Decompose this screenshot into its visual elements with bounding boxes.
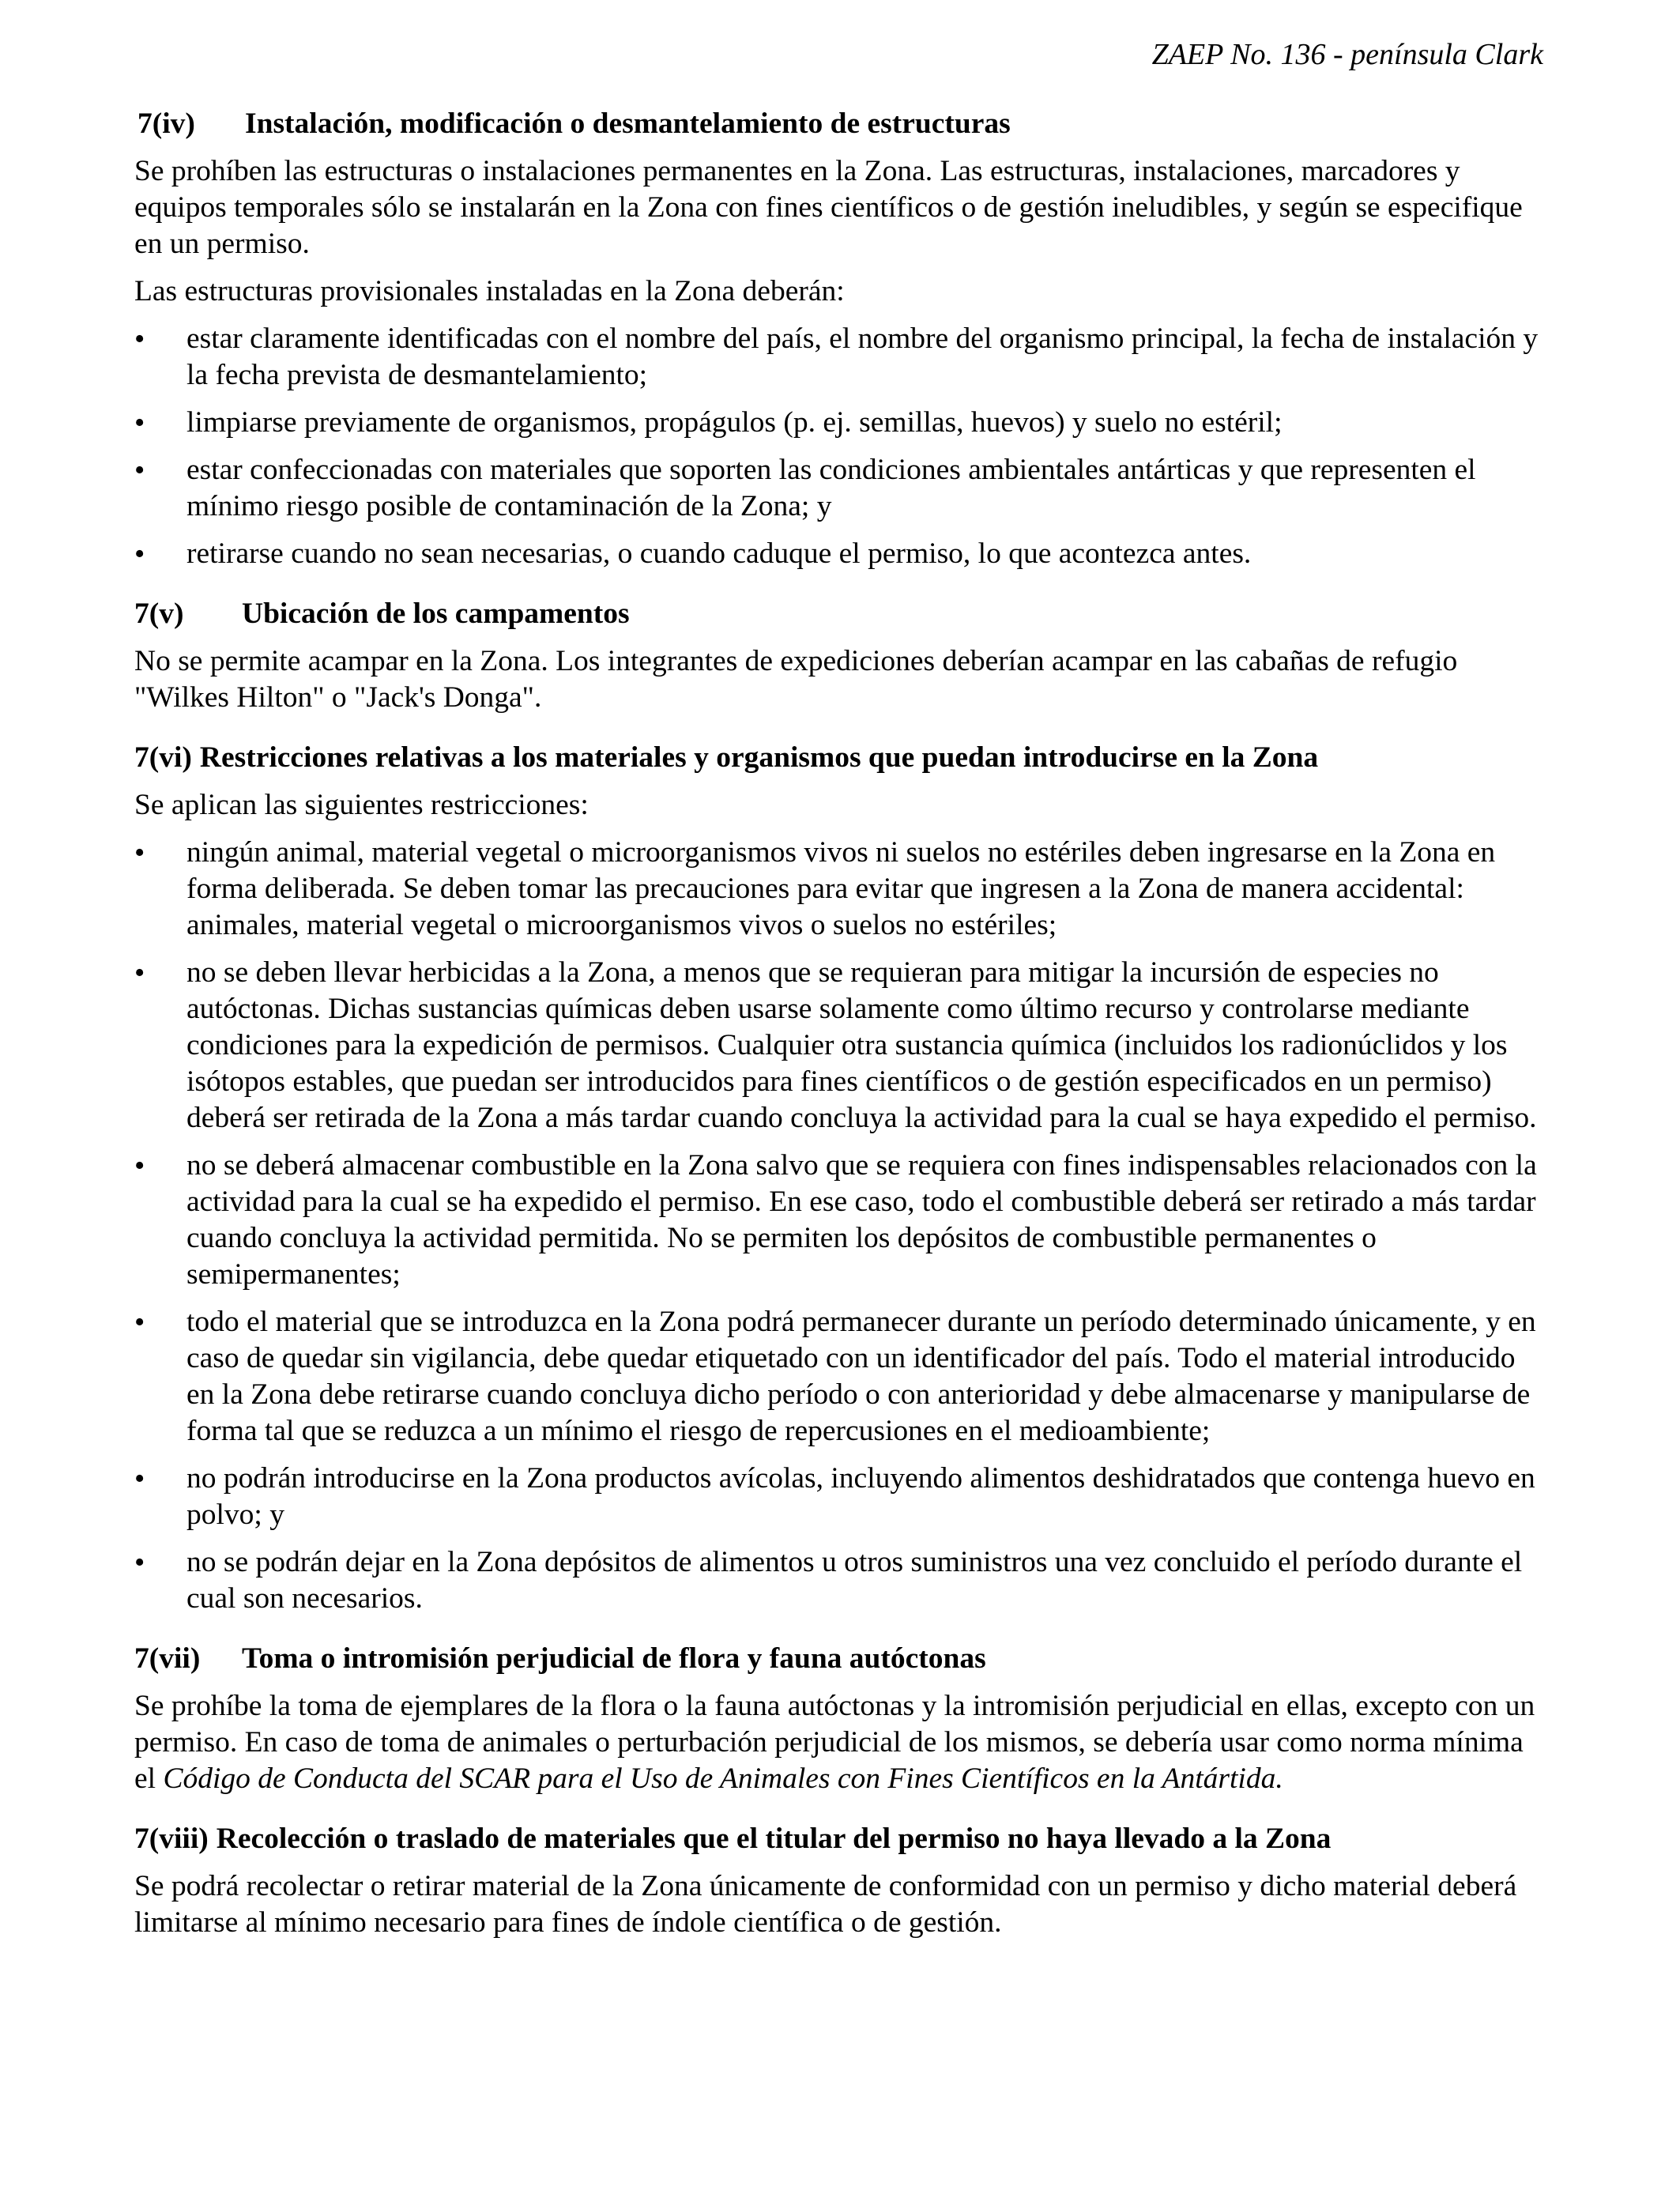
list-item: • todo el material que se introduzca en la Zona podrá permanecer durante un período determinado únicamente, y en caso de quedar sin vigilancia, debe quedar etiquetado con un identificador del país. Todo el material introducido en la Zona debe retirarse cuando concluya dicho período o con anterioridad y debe almacenarse y manipularse de forma tal que se reduzca a un mínimo el riesgo de repercusiones en el medioambiente; — [134, 1304, 1549, 1449]
list-item: • estar claramente identificadas con el nombre del país, el nombre del organismo principal, la fecha de instalación y la fecha prevista de desmantelamiento; — [134, 321, 1549, 394]
list-item: • limpiarse previamente de organismos, propágulos (p. ej. semillas, huevos) y suelo no estéril; — [134, 405, 1549, 441]
list-item: • estar confeccionadas con materiales que soporten las condiciones ambientales antárticas y que representen el mínimo riesgo posible de contaminación de la Zona; y — [134, 452, 1549, 525]
section-number: 7(v) — [134, 598, 184, 630]
list-item: • ningún animal, material vegetal o microorganismos vivos ni suelos no estériles deben ingresarse en la Zona en forma deliberada. Se deben tomar las precauciones para evitar que ingresen a la Zona de manera accidental: animales, material vegetal o microorganismos vivos o suelos no estériles; — [134, 835, 1549, 944]
list-item: • retirarse cuando no sean necesarias, o cuando caduque el permiso, lo que acontezca antes. — [134, 536, 1549, 572]
list-item: • no se podrán dejar en la Zona depósitos de alimentos u otros suministros una vez concluido el período durante el cual son necesarios. — [134, 1544, 1549, 1617]
section-heading — [134, 740, 1549, 776]
section-heading — [134, 1641, 1549, 1677]
section-7vii — [134, 1641, 1549, 1797]
section-7v — [134, 596, 1549, 716]
section-7iv — [134, 106, 1549, 572]
section-title: Toma o intromisión perjudicial de flora y fauna autóctonas — [242, 1642, 986, 1675]
section-heading — [134, 1821, 1549, 1857]
running-header: ZAEP No. 136 - península Clark — [1151, 38, 1543, 71]
section-heading — [134, 106, 1549, 142]
section-title: Ubicación de los campamentos — [242, 598, 630, 630]
page-content — [134, 106, 1549, 1965]
paragraph: Las estructuras provisionales instaladas en la Zona deberán: — [134, 275, 845, 307]
section-number: 7(iv) — [137, 107, 195, 140]
section-7vi — [134, 740, 1549, 1617]
section-number: 7(viii) — [134, 1823, 209, 1855]
section-title: Restricciones relativas a los materiales y organismos que puedan introducirse en la Zona — [199, 741, 1319, 774]
section-number: 7(vi) — [134, 741, 192, 774]
section-title: Recolección o traslado de materiales que el titular del permiso no haya llevado a la Zona — [216, 1823, 1332, 1855]
paragraph — [134, 1688, 1549, 1797]
list-item: • no podrán introducirse en la Zona productos avícolas, incluyendo alimentos deshidratados que contenga huevo en polvo; y — [134, 1461, 1549, 1533]
section-title: Instalación, modificación o desmantelamiento de estructuras — [245, 107, 1011, 140]
paragraph: Se prohíben las estructuras o instalaciones permanentes en la Zona. Las estructuras, instalaciones, marcadores y equipos temporales sólo se instalarán en la Zona con fines científicos o de gestión ineludibles, y según se especifique en un permiso. — [134, 155, 1523, 260]
paragraph: No se permite acampar en la Zona. Los integrantes de expediciones deberían acampar en las cabañas de refugio "Wilkes Hilton" o "Jack's Donga". — [134, 645, 1458, 714]
section-number: 7(vii) — [134, 1642, 201, 1675]
paragraph: Se podrá recolectar o retirar material de la Zona únicamente de conformidad con un permiso y dicho material deberá limitarse al mínimo necesario para fines de índole científica o de gestión. — [134, 1870, 1517, 1939]
paragraph-text: Se prohíbe la toma de ejemplares de la flora o la fauna autóctonas y la intromisión perjudicial en ellas, excepto con un permiso. En caso de toma de animales o perturbación perjudicial de los mismos, se debería usar como norma mínima el — [134, 1690, 1535, 1795]
list-item: • no se deberá almacenar combustible en la Zona salvo que se requiera con fines indispensables relacionados con la actividad para la cual se ha expedido el permiso. En ese caso, todo el combustible deberá ser retirado a más tardar cuando concluya la actividad permitida. No se permiten los depósitos de combustible permanentes o semipermanentes; — [134, 1148, 1549, 1293]
bullet-list — [134, 835, 1549, 1617]
bullet-list — [134, 321, 1549, 572]
list-item: • no se deben llevar herbicidas a la Zona, a menos que se requieran para mitigar la incursión de especies no autóctonas. Dichas sustancias químicas deben usarse solamente como último recurso y controlarse mediante condiciones para la expedición de permisos. Cualquier otra sustancia química (incluidos los radionúclidos y los isótopos estables, que puedan ser introducidos para fines científicos o de gestión especificados en un permiso) deberá ser retirada de la Zona a más tardar cuando concluya la actividad para la cual se haya expedido el permiso. — [134, 955, 1549, 1137]
paragraph: Se aplican las siguientes restricciones: — [134, 789, 589, 821]
code-of-conduct-title: Código de Conducta del SCAR para el Uso de Animales con Fines Científicos en la Antártida. — [163, 1762, 1283, 1795]
section-heading — [134, 596, 1549, 632]
section-7viii — [134, 1821, 1549, 1941]
